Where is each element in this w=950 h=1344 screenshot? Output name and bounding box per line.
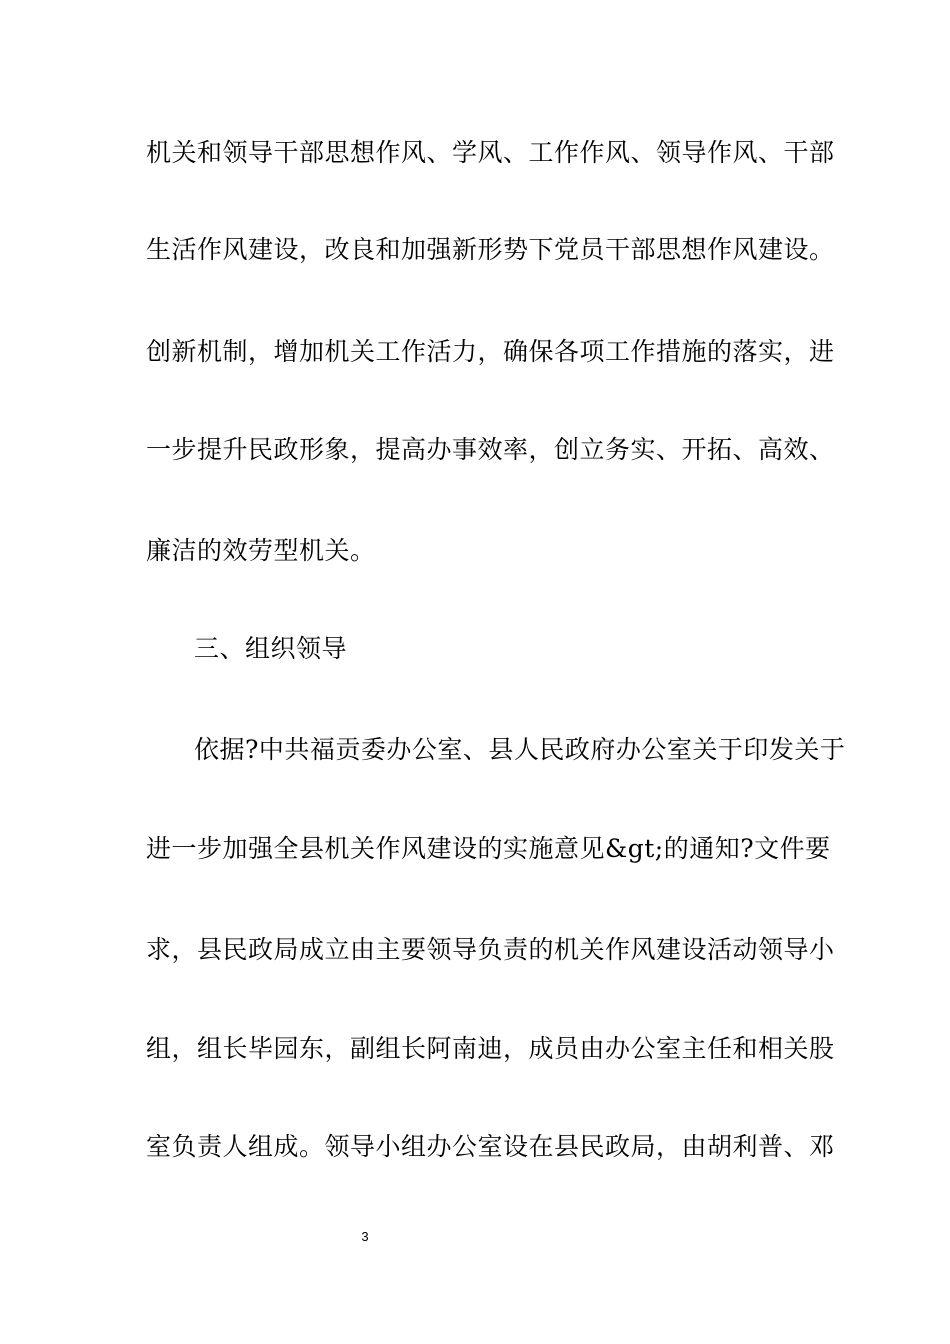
- paragraph-line-7: 进一步加强全县机关作风建设的实施意见&gt;的通知?文件要: [146, 834, 831, 863]
- paragraph-line-9: 组，组长毕园东，副组长阿南迪，成员由办公室主任和相关股: [146, 1034, 835, 1063]
- paragraph-line-3: 创新机制，增加机关工作活力，确保各项工作措施的落实，进: [146, 337, 835, 366]
- paragraph-line-2: 生活作风建设，改良和加强新形势下党员干部思想作风建设。: [146, 235, 835, 264]
- paragraph-line-10: 室负责人组成。领导小组办公室设在县民政局，由胡利普、邓: [146, 1132, 835, 1161]
- paragraph-line-4: 一步提升民政形象，提高办事效率，创立务实、开拓、高效、: [146, 435, 835, 464]
- page-number: 3: [361, 1229, 369, 1244]
- section-heading: 三、组织领导: [194, 634, 348, 663]
- paragraph-line-6: 依据?中共福贡委办公室、县人民政府办公室关于印发关于: [194, 735, 846, 764]
- paragraph-line-8: 求，县民政局成立由主要领导负责的机关作风建设活动领导小: [146, 935, 835, 964]
- paragraph-line-1: 机关和领导干部思想作风、学风、工作作风、领导作风、干部: [146, 138, 835, 167]
- paragraph-line-5: 廉洁的效劳型机关。: [146, 536, 376, 565]
